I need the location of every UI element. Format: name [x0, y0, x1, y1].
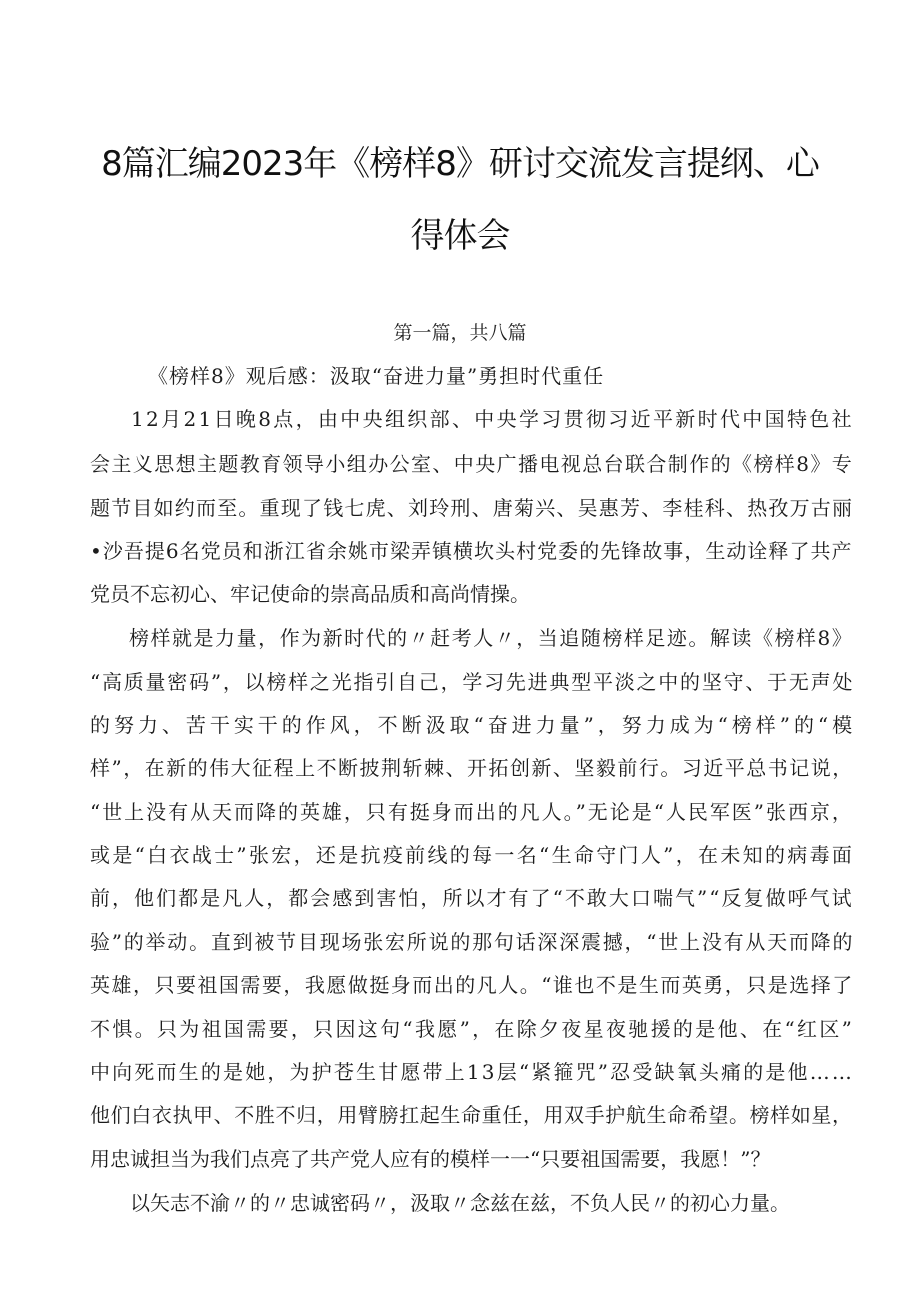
body-line: 样”，在新的伟大征程上不断披荆斩棘、开拓创新、坚毅前行。习近平总书记说， — [90, 756, 854, 780]
body-line: 前，他们都是凡人，都会感到害怕，所以才有了“不敢大口喘气”“反复做呼气试 — [90, 886, 854, 910]
body-line: 验”的举动。直到被节目现场张宏所说的那句话深深震撼，“世上没有从天而降的 — [90, 930, 855, 954]
article-title: 《榜样8》观后感：汲取“奋进力量”勇担时代重任 — [148, 364, 605, 388]
body-line: 会主义思想主题教育领导小组办公室、中央广播电视总台联合制作的《榜样8》专 — [90, 452, 854, 476]
body-line: 以矢志不渝〃的〃忠诚密码〃，汲取〃念兹在兹，不负人民〃的初心力量。 — [130, 1191, 790, 1215]
document-title-line-1: 8篇汇编2023年《榜样8》研讨交流发言提纲、心 — [101, 144, 819, 184]
body-line: 党员不忘初心、牢记使命的崇高品质和高尚情操。 — [90, 582, 530, 606]
body-line: 的努力、苦干实干的作风，不断汲取“奋进力量”，努力成为“榜样”的“模 — [90, 713, 857, 737]
body-line: “高质量密码”，以榜样之光指引自己，学习先进典型平淡之中的坚守、于无声处 — [90, 670, 855, 694]
body-line: 或是“白衣战士”张宏，还是抗疫前线的每一名“生命守门人”，在未知的病毒面 — [90, 843, 855, 867]
body-line: 他们白衣执甲、不胜不归，用臂膀扛起生命重任，用双手护航生命希望。榜样如星， — [90, 1103, 853, 1127]
body-line: 中向死而生的是她，为护苍生甘愿带上13层“紧箍咒”忍受缺氧头痛的是他…… — [90, 1060, 855, 1084]
body-line: 12月21日晚8点，由中央组织部、中央学习贯彻习近平新时代中国特色社 — [131, 407, 854, 431]
body-line: 用忠诚担当为我们点亮了共产党人应有的模样一一“只要祖国需要，我愿！”？ — [90, 1147, 771, 1171]
body-line: 榜样就是力量，作为新时代的〃赶考人〃，当追随榜样足迹。解读《榜样8》 — [129, 626, 854, 650]
body-line: 题节目如约而至。重现了钱七虎、刘玲刑、唐菊兴、吴惠芳、李桂科、热孜万古丽 — [90, 496, 854, 520]
document-title-line-2: 得体会 — [410, 216, 510, 256]
body-line: 不惧。只为祖国需要，只因这句“我愿”，在除夕夜星夜驰援的是他、在“红区” — [90, 1017, 855, 1041]
body-line: •沙吾提6名党员和浙江省余姚市梁弄镇横坎头村党委的先锋故事，生动诠释了共产 — [90, 539, 853, 563]
section-heading: 第一篇，共八篇 — [393, 322, 527, 344]
body-line: “世上没有从天而降的英雄，只有挺身而出的凡人。”无论是“人民军医”张西京， — [90, 800, 854, 824]
body-line: 英雄，只要祖国需要，我愿做挺身而出的凡人。“谁也不是生而英勇，只是选择了 — [90, 973, 854, 997]
